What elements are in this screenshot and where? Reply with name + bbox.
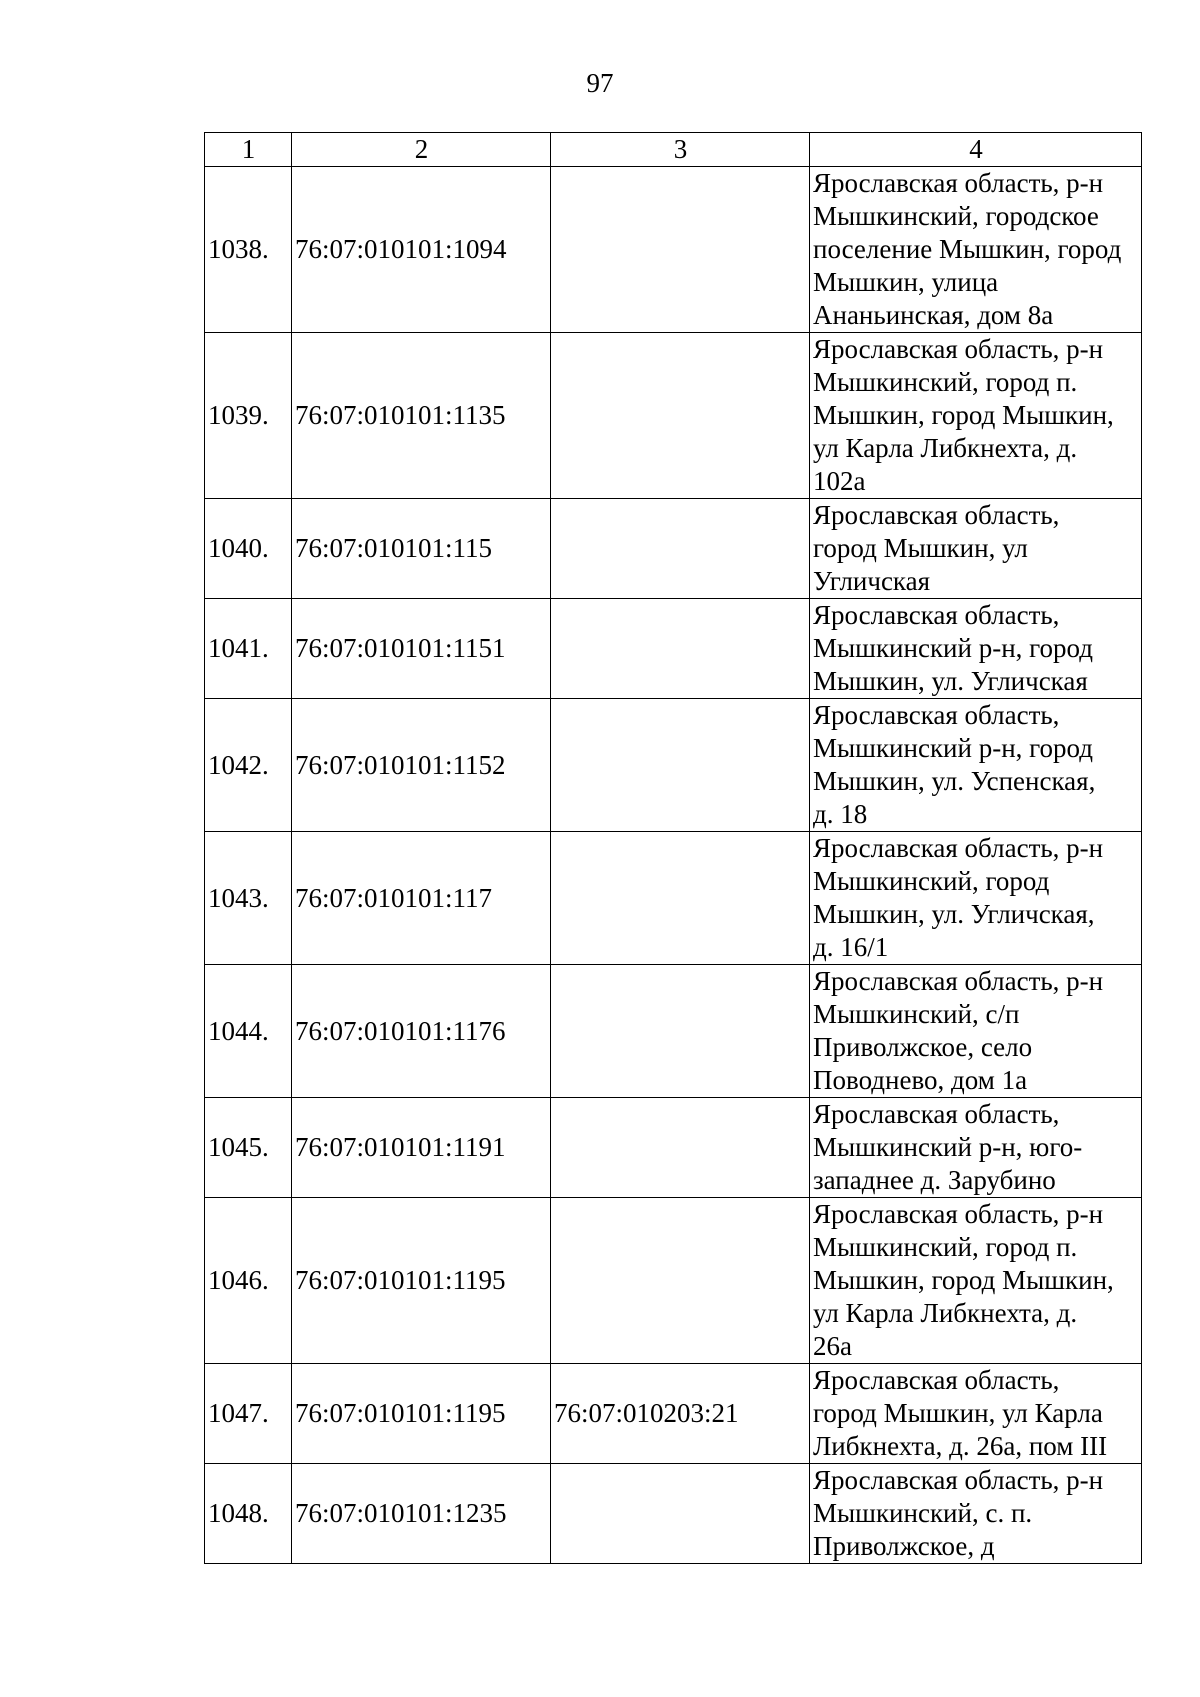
row-number: 1042. [205,699,292,832]
row-number: 1039. [205,333,292,499]
address: Ярославская область, Мышкинский р-н, город Мышкин, ул. Угличская [810,599,1142,699]
header-col-2: 2 [292,133,551,167]
address: Ярославская область, город Мышкин, ул Карла Либкнехта, д. 26а, пом III [810,1364,1142,1464]
row-number: 1041. [205,599,292,699]
cadastral-number: 76:07:010101:1195 [292,1198,551,1364]
cadastral-number: 76:07:010101:1151 [292,599,551,699]
address: Ярославская область, р-н Мышкинский, город п. Мышкин, город Мышкин, ул Карла Либкнехта, д. 102а [810,333,1142,499]
table-header [205,133,1142,167]
address: Ярославская область, р-н Мышкинский, с. п. Приволжское, д [810,1464,1142,1564]
cadastral-number: 76:07:010101:1135 [292,333,551,499]
table-row [205,1464,1142,1564]
table-row [205,1198,1142,1364]
header-col-4: 4 [810,133,1142,167]
cadastral-number: 76:07:010101:1235 [292,1464,551,1564]
row-number: 1038. [205,167,292,333]
linked-cadastral-number [551,832,810,965]
cadastral-number: 76:07:010101:1176 [292,965,551,1098]
table-row [205,499,1142,599]
linked-cadastral-number: 76:07:010203:21 [551,1364,810,1464]
linked-cadastral-number [551,1464,810,1564]
row-number: 1047. [205,1364,292,1464]
row-number: 1048. [205,1464,292,1564]
cadastral-number: 76:07:010101:1195 [292,1364,551,1464]
row-number: 1046. [205,1198,292,1364]
address: Ярославская область, р-н Мышкинский, городское поселение Мышкин, город Мышкин, улица Ананьинская, дом 8а [810,167,1142,333]
cadastral-number: 76:07:010101:117 [292,832,551,965]
table-row [205,1364,1142,1464]
address: Ярославская область, Мышкинский р-н, юго- западнее д. Зарубино [810,1098,1142,1198]
row-number: 1040. [205,499,292,599]
linked-cadastral-number [551,599,810,699]
table-row [205,167,1142,333]
row-number: 1045. [205,1098,292,1198]
table-row [205,1098,1142,1198]
cadastral-number: 76:07:010101:1152 [292,699,551,832]
cadastral-number: 76:07:010101:115 [292,499,551,599]
header-col-3: 3 [551,133,810,167]
table-row [205,333,1142,499]
address: Ярославская область, р-н Мышкинский, с/п Приволжское, село Поводнево, дом 1а [810,965,1142,1098]
table-row [205,965,1142,1098]
address: Ярославская область, город Мышкин, ул Угличская [810,499,1142,599]
header-row [205,133,1142,167]
linked-cadastral-number [551,499,810,599]
row-number: 1044. [205,965,292,1098]
linked-cadastral-number [551,1098,810,1198]
address: Ярославская область, р-н Мышкинский, город п. Мышкин, город Мышкин, ул Карла Либкнехта, д. 26а [810,1198,1142,1364]
linked-cadastral-number [551,965,810,1098]
table-body [205,167,1142,1564]
linked-cadastral-number [551,699,810,832]
registry-table [204,132,1142,1564]
cadastral-number: 76:07:010101:1191 [292,1098,551,1198]
table-row [205,832,1142,965]
address: Ярославская область, р-н Мышкинский, город Мышкин, ул. Угличская, д. 16/1 [810,832,1142,965]
table-row [205,699,1142,832]
header-col-1: 1 [205,133,292,167]
linked-cadastral-number [551,167,810,333]
row-number: 1043. [205,832,292,965]
cadastral-number: 76:07:010101:1094 [292,167,551,333]
address: Ярославская область, Мышкинский р-н, город Мышкин, ул. Успенская, д. 18 [810,699,1142,832]
linked-cadastral-number [551,333,810,499]
linked-cadastral-number [551,1198,810,1364]
table-row [205,599,1142,699]
page-number: 97 [586,68,614,98]
